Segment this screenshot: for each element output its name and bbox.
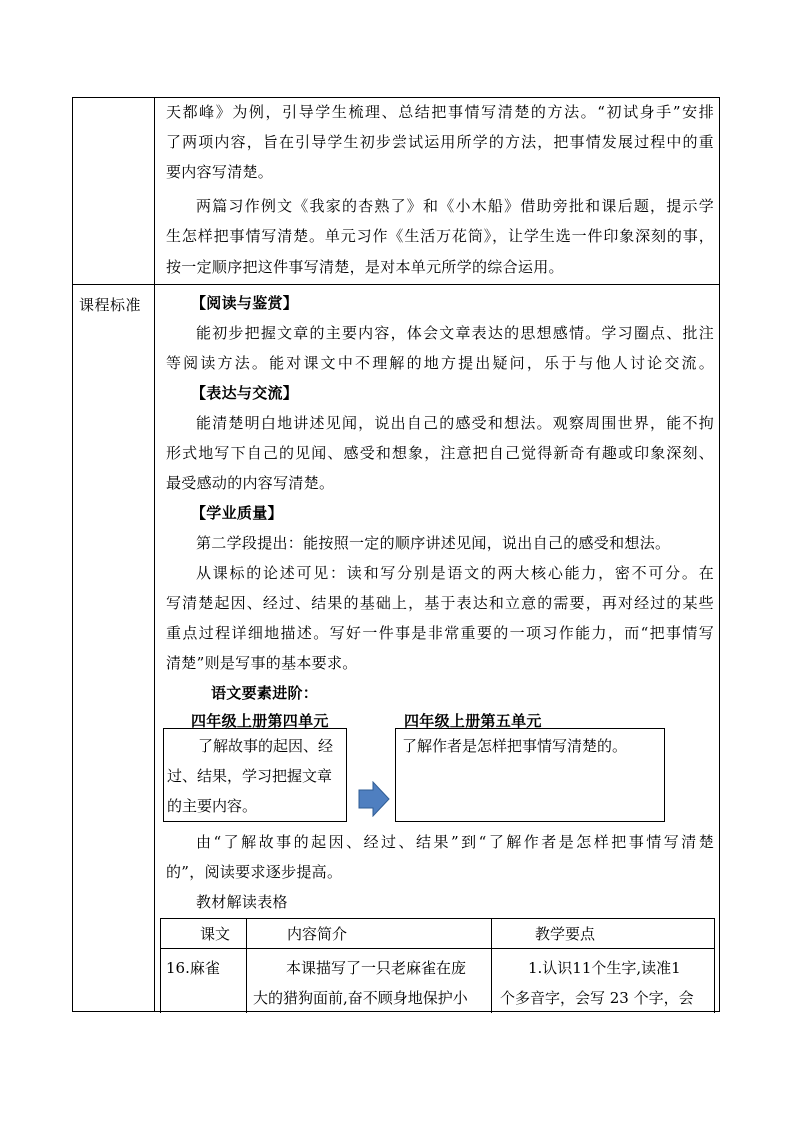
- top-para-line-6: 按一定顺序把这件事写清楚，是对本单元所学的综合运用。: [166, 258, 564, 276]
- quality-line-1: 第二学段提出：能按照一定的顺序讲述见闻，说出自己的感受和想法。: [196, 534, 671, 552]
- expression-line-3: 最受感动的内容写清楚。: [166, 474, 335, 492]
- expression-title: 【表达与交流】: [191, 384, 299, 402]
- right-box-text: 了解作者是怎样把事情写清楚的。: [402, 737, 628, 755]
- progression-title: 语文要素进阶：: [211, 684, 319, 702]
- left-box-line-1: 了解故事的起因、经: [198, 737, 334, 755]
- table-title: 教材解读表格: [196, 893, 288, 911]
- left-box-line-2: 过、结果，学习把握文章: [167, 767, 333, 785]
- table-header-lesson: 课文: [200, 925, 231, 943]
- progression-summary-2: 的”，阅读要求逐步提高。: [166, 863, 343, 881]
- table-header-divider: [160, 948, 715, 949]
- progression-left-heading: 四年级上册第四单元: [191, 712, 329, 730]
- reading-line-1: 能初步把握文章的主要内容，体会文章表达的思想感情。学习圈点、批注: [196, 324, 714, 342]
- left-box-line-3: 的主要内容。: [167, 797, 258, 815]
- table-cell-summary-2: 大的猎狗面前,奋不顾身地保护小: [253, 989, 468, 1007]
- expression-line-2: 形式地写下自己的见闻、感受和想象，注意把自己觉得新奇有趣或印象深刻、: [166, 444, 714, 462]
- progression-right-box: [395, 728, 665, 822]
- reading-table: [160, 918, 715, 1013]
- table-col-divider-1: [246, 918, 247, 1013]
- table-right-border: [714, 918, 715, 1013]
- table-cell-points-2: 个多音字，会写 23 个字，会: [500, 989, 694, 1007]
- quality-line-5: 清楚”则是写事的基本要求。: [166, 654, 358, 672]
- table-cell-lesson: 16.麻雀: [166, 959, 220, 977]
- progression-left-box: [163, 728, 347, 822]
- table-left-border: [160, 918, 161, 1013]
- table-top-border: [160, 918, 715, 919]
- reading-line-2: 等阅读方法。能对课文中不理解的地方提出疑问，乐于与他人讨论交流。: [166, 354, 714, 372]
- table-header-points: 教学要点: [535, 925, 596, 943]
- progression-summary-1: 由“了解故事的起因、经过、结果”到“了解作者是怎样把事情写清楚: [196, 833, 714, 851]
- progression-right-heading: 四年级上册第五单元: [404, 712, 542, 730]
- expression-line-1: 能清楚明白地讲述见闻，说出自己的感受和想法。观察周围世界，能不拘: [196, 414, 714, 432]
- right-arrow-icon: [358, 781, 390, 817]
- top-para-line-2: 了两项内容，旨在引导学生初步尝试运用所学的方法，把事情发展过程中的重: [166, 133, 714, 151]
- table-header-summary: 内容简介: [287, 925, 348, 943]
- table-col-divider-2: [491, 918, 492, 1013]
- quality-line-2: 从课标的论述可见：读和写分别是语文的两大核心能力，密不可分。在: [196, 564, 714, 582]
- section-label: 课程标准: [79, 296, 142, 314]
- quality-line-4: 重点过程详细地描述。写好一件事是非常重要的一项习作能力，而“把事情写: [166, 624, 714, 642]
- top-para-line-3: 要内容写清楚。: [166, 163, 274, 181]
- quality-line-3: 写清楚起因、经过、结果的基础上，基于表达和立意的需要，再对经过的某些: [166, 594, 714, 612]
- reading-title: 【阅读与鉴赏】: [191, 294, 299, 312]
- quality-title: 【学业质量】: [191, 504, 283, 522]
- top-para-line-5: 生怎样把事情写清楚。单元习作《生活万花筒》，让学生选一件印象深刻的事，: [166, 227, 714, 245]
- top-para-line-4: 两篇习作例文《我家的杏熟了》和《小木船》借助旁批和课后题，提示学: [196, 197, 714, 215]
- table-cell-summary-1: 本课描写了一只老麻雀在庞: [286, 959, 467, 977]
- row-divider: [73, 284, 719, 285]
- column-divider: [154, 98, 155, 1011]
- top-para-line-1: 天都峰》为例，引导学生梳理、总结把事情写清楚的方法。“初试身手”安排: [166, 103, 714, 121]
- table-cell-points-1: 1.认识11个生字,读准1: [528, 959, 681, 977]
